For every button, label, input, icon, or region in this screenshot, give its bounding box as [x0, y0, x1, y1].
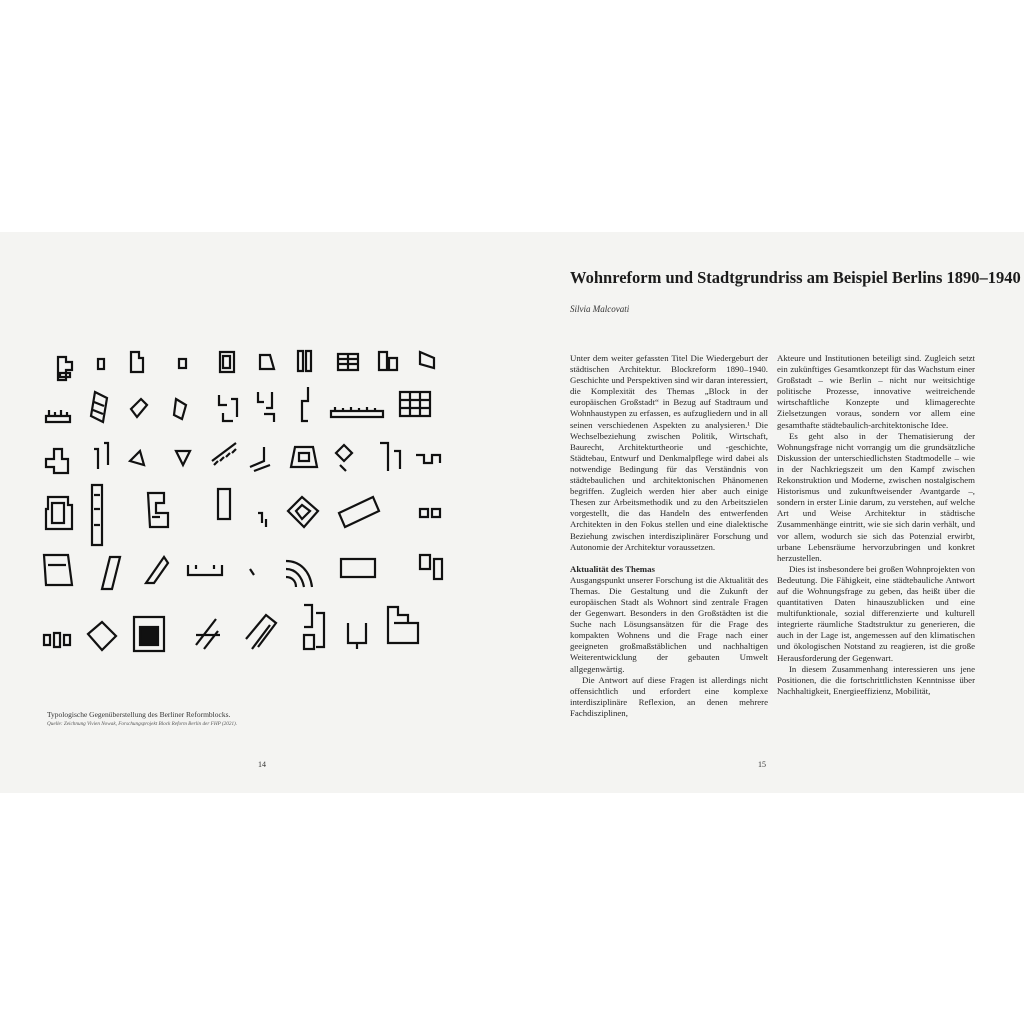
block-plan	[179, 359, 186, 368]
block-plan	[380, 443, 400, 471]
paragraph: Ausgangspunkt unserer Forschung ist die Aktualität des Themas. Die Gestaltung und die Zukunft der europäischen Stadt als Wohnort sind zentrale Fragen der Gegenwart. Besonders in den Großstädten ist die Suche nach Lösungsansätzen für die Frage des kompakten Wohnens und die Frage nach einer geeigneten großmaßstäblichen und nachhaltigen Weiterentwicklung der gebauten Umwelt allgegenwärtig.	[570, 574, 768, 674]
block-plan	[88, 622, 116, 650]
block-plan	[44, 555, 72, 585]
caption-text: Typologische Gegenüberstellung des Berliner Reformblocks.	[47, 710, 231, 719]
paragraph: In diesem Zusammenhang interessieren uns jene Positionen, die die fortschrittlichsten Kenntnisse über Nachhaltigkeit, Energieeffizienz, Mobilität,	[777, 663, 975, 696]
block-plan	[134, 617, 164, 651]
block-plan	[288, 497, 318, 527]
block-plan	[379, 352, 397, 370]
block-plan	[420, 509, 440, 517]
paragraph: Es geht also in der Thematisierung der Wohnungsfrage nicht vorrangig um die grundsätzliche Diskussion der unterschiedlichsten Stadtmodelle – wie in der Nachkriegszeit um den Kampf zwischen Rekonstruktion und Moderne, zwischen nostalgischem Historismus und zukunftweisender Avantgarde –, sondern in erster Linie darum, zu verstehen, auf welche Art und Weise Architektur in städtische Zusammenhänge eintritt, wie sie sich darin verhält, und vor allem, wodurch sie sich das Potenzial erwirbt, urbane Lebensräume hervorzubringen und konkret herzustellen.	[777, 430, 975, 563]
block-plan	[196, 619, 220, 649]
block-plan	[286, 561, 312, 587]
figure-caption	[47, 709, 447, 729]
block-plan	[131, 352, 143, 372]
block-plan	[94, 443, 108, 469]
left-page	[0, 232, 512, 793]
block-plan	[341, 559, 375, 577]
text-column-2	[777, 353, 975, 697]
section-heading: Aktualität des Themas	[570, 563, 655, 574]
block-plan	[336, 445, 352, 471]
article-title: Wohnreform und Stadtgrundriss am Beispiel Berlins 1890–1940	[570, 268, 1021, 287]
block-plan	[146, 557, 168, 583]
block-plan	[58, 357, 72, 380]
block-plan	[302, 387, 308, 421]
block-plan	[219, 395, 237, 421]
right-page	[512, 232, 1024, 793]
block-plan	[130, 451, 144, 465]
block-plan	[420, 555, 442, 579]
block-plan	[91, 392, 107, 422]
page-number-left: 14	[258, 760, 266, 769]
paragraph: Unter dem weiter gefassten Titel Die Wiedergeburt der städtischen Architektur. Blockreform 1890–1940. Geschichte und Perspektiven sind wir daran interessiert, die Komplexität des Themas „Block in der europäischen Großstadt“ in Bezug auf Stadtraum und Wohnhaustypen zu erfassen, es aufzugliedern und in all seinen verschiedenen Aspekten zu analysieren.¹ Die Wechselbeziehung zwischen Politik, Wirtschaft, Baurecht, Architekturtheorie und -geschichte, Städtebau, Entwurf und Denkmalpflege wird dabei als notwendige Bedingung für das Verständnis von städtebaulichen und architektonischen Phänomenen begriffen. Zugleich werden hier aber auch einige Thesen zur Arbeitsmethodik und zu den Arbeitszielen vorgestellt, die das Handeln des entwerfenden Architekten in den Fokus stellen und eine dialektische Beziehung zwischen interdisziplinärer Forschung und Autonomie der Architektur voraussetzen.	[570, 353, 768, 552]
block-plan	[174, 399, 186, 419]
block-plan	[338, 354, 358, 370]
block-plan	[304, 605, 324, 649]
block-plan	[188, 565, 222, 575]
book-spread	[0, 232, 1024, 793]
block-plan	[46, 449, 68, 473]
block-plan	[388, 607, 418, 643]
block-plan	[148, 493, 168, 527]
block-plan	[131, 399, 147, 417]
block-plan	[176, 451, 190, 465]
block-plan	[348, 623, 366, 649]
block-plan	[416, 455, 440, 463]
block-plan	[220, 352, 234, 372]
block-plan	[218, 489, 230, 519]
block-plan	[291, 447, 317, 467]
block-plan	[250, 569, 254, 575]
caption-source: Quelle: Zeichnung Vivien Nowak, Forschungsprojekt Block Reform Berlin der FHP (2021).	[47, 721, 238, 727]
block-plan	[98, 359, 104, 369]
block-plan	[46, 410, 70, 422]
block-plan	[258, 513, 266, 527]
block-plan	[420, 352, 434, 368]
article-author: Silvia Malcovati	[570, 304, 630, 314]
block-plan	[298, 351, 311, 371]
paragraph: Die Antwort auf diese Fragen ist allerdings nicht offensichtlich und erfordert eine komplexe interdisziplinäre Reflexion, an denen mehrere Fachdisziplinen,	[570, 674, 768, 718]
block-plan	[102, 557, 120, 589]
paragraph: Akteure und Institutionen beteiligt sind. Zugleich setzt ein zukünftiges Gesamtkonzept für das Wachstum einer Großstadt – wie Berlin – nicht nur weitsichtige politische Prozesse, innovative weitreichende wirtschaftliche Konzepte und klimagerechte Zielsetzungen voraus, sondern vor allem eine gesamthafte städtebaulich-architektonische Idee.	[777, 353, 975, 430]
paragraph: Dies ist insbesondere bei großen Wohnprojekten von Bedeutung. Die Fähigkeit, eine städtebauliche Antwort auf die Wohnungsfrage zu geben, das heißt über die quantitativen Daten hinauszublicken und eine multifunktionale, sozial differenzierte und kulturell integrierte räumliche Stadtstruktur zu generieren, die auch in der Lage ist, angemessen auf den klimatischen und ökologischen Notstand zu reagieren, ist die große Herausforderung der Gegenwart.	[777, 563, 975, 663]
block-plan	[250, 447, 270, 471]
block-plan	[212, 443, 236, 465]
block-plan	[92, 485, 102, 545]
text-column-1	[570, 353, 768, 719]
block-plan	[400, 392, 430, 416]
block-plan	[46, 497, 72, 529]
block-plan	[260, 355, 274, 369]
block-plan	[331, 407, 383, 417]
typology-plan-grid	[36, 347, 486, 707]
page-number-right: 15	[758, 760, 766, 769]
block-plan	[258, 392, 274, 422]
block-plan	[44, 633, 70, 647]
block-plan	[339, 497, 379, 527]
block-plan	[246, 615, 276, 649]
